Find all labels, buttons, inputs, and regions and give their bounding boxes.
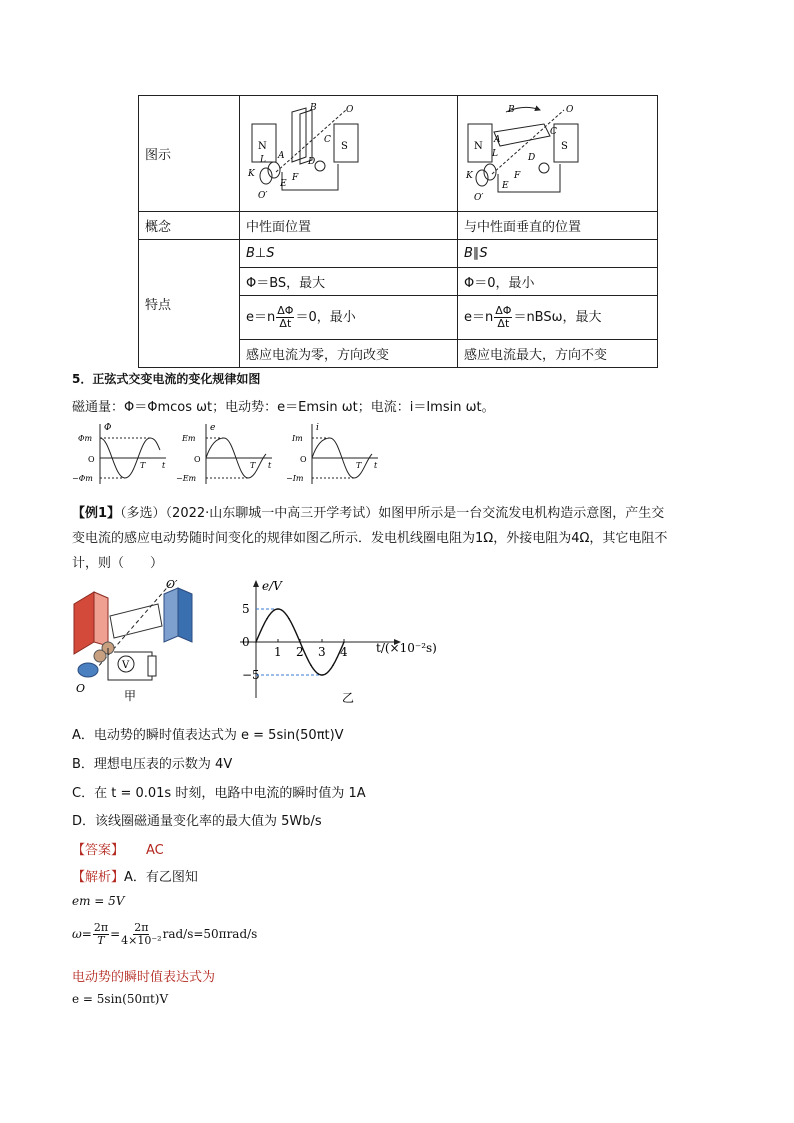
fig-label-S: S — [341, 140, 348, 152]
perpendicular-concept: 与中性面垂直的位置 — [458, 212, 658, 240]
comparison-table — [138, 95, 658, 368]
analysis-subhead: 电动势的瞬时值表达式为 — [72, 970, 216, 985]
omega-fraction-1 — [93, 922, 109, 947]
neutral-f3 — [240, 296, 458, 340]
fig2-label-B: B — [508, 104, 515, 115]
neutral-f2: Φ＝BS，最大 — [240, 268, 458, 296]
mini2-axis: e — [210, 423, 216, 433]
analysis-line — [72, 866, 198, 885]
neutral-f4: 感应电流为零，方向改变 — [240, 340, 458, 368]
fig-label-K: K — [248, 168, 255, 179]
analysis-intro: A．有乙图知 — [124, 870, 198, 885]
y-tick-label: −5 — [242, 668, 260, 682]
option-C[interactable]: C．在 t = 0.01s 时刻，电路中电流的瞬时值为 1A — [72, 786, 366, 801]
mini3-top: Im — [292, 434, 303, 443]
omega-eq: = — [110, 927, 121, 941]
analysis-omega — [72, 922, 257, 947]
emf-data-point — [288, 618, 290, 620]
fig-label-C: C — [324, 134, 331, 145]
fig-label-O-prime: O′ — [258, 190, 268, 201]
x-tick-label: 3 — [318, 645, 326, 659]
fig-label-A: A — [278, 150, 285, 161]
analysis-label: 【解析】 — [72, 870, 125, 885]
row-label-concept: 概念 — [139, 212, 240, 240]
fig2-label-O-prime: O′ — [474, 192, 484, 202]
emf-data-point — [310, 665, 312, 667]
answer-value: AC — [146, 843, 164, 858]
perpendicular-f3 — [458, 296, 658, 340]
mini3-T: T — [356, 461, 362, 470]
omega-f1-den: T — [97, 934, 105, 947]
jia-label-O: O — [76, 682, 86, 695]
omega-f2-num: 2π — [134, 921, 149, 934]
mini2-top: Em — [182, 434, 196, 443]
option-D[interactable]: D．该线圈磁通量变化率的最大值为 5Wb/s — [72, 814, 322, 829]
example-text-3: 计，则（ ） — [72, 556, 164, 571]
fig2-label-A: A — [494, 134, 501, 145]
mini3-axis: i — [316, 423, 319, 433]
fig2-label-C: C — [550, 126, 557, 137]
neutral-f3-fraction — [276, 305, 294, 330]
emf-data-point — [255, 641, 257, 643]
fig-label-E: E — [280, 178, 287, 189]
mini1-T: T — [140, 461, 146, 470]
emf-data-point — [299, 641, 301, 643]
fig2-label-S: S — [561, 140, 568, 152]
omega-f2-den: 4×10⁻² — [121, 934, 162, 947]
emf-data-point — [321, 674, 323, 676]
x-tick-label: 2 — [296, 645, 304, 659]
perp-f3-post: ＝nBSω，最大 — [513, 310, 602, 325]
fig-label-D: D — [308, 156, 316, 167]
mini1-zero: O — [88, 455, 95, 464]
jia-label-O-prime: O′ — [166, 578, 178, 591]
fig-label-L: L — [260, 154, 266, 165]
neutral-f3-pre: e＝n — [246, 310, 276, 325]
mini3-zero: O — [300, 455, 307, 464]
mini2-T: T — [250, 461, 256, 470]
mini-graph-flux — [72, 423, 166, 484]
mini2-zero: O — [194, 455, 201, 464]
neutral-f3-num: ΔΦ — [277, 304, 294, 317]
y-axis-arrow — [253, 580, 259, 587]
row-label-diagram: 图示 — [139, 96, 240, 212]
y-axis-label: e/V — [262, 579, 282, 593]
y-tick-label: 5 — [242, 602, 250, 616]
mini3-bottom: −Im — [286, 474, 304, 483]
perp-f3-den: Δt — [497, 317, 510, 330]
mini1-t: t — [162, 461, 166, 470]
mini2-bottom: −Em — [176, 474, 197, 483]
fig2-label-E: E — [502, 180, 509, 191]
emf-data-point — [277, 608, 279, 610]
section5-heading: 5．正弦式交变电流的变化规律如图 — [72, 372, 261, 386]
perpendicular-f1: B∥S — [458, 240, 658, 268]
fig2-label-N: N — [474, 140, 483, 152]
perp-f3-fraction — [494, 305, 512, 330]
perp-f3-pre: e＝n — [464, 310, 494, 325]
neutral-f1: B⊥S — [240, 240, 458, 268]
perpendicular-f4: 感应电流最大，方向不变 — [458, 340, 658, 368]
option-A[interactable]: A．电动势的瞬时值表达式为 e = 5sin(50πt)V — [72, 728, 344, 743]
example-tag: 【例1】 — [72, 506, 121, 521]
neutral-f3-post: ＝0，最小 — [295, 310, 356, 325]
example-line-1 — [72, 502, 664, 521]
x-tick-label: 4 — [340, 645, 348, 659]
neutral-f3-den: Δt — [279, 317, 292, 330]
fig2-label-D: D — [528, 152, 536, 163]
fig-label-F: F — [292, 172, 299, 183]
analysis-final: e = 5sin(50πt)V — [72, 992, 169, 1006]
omega-f1-num: 2π — [93, 921, 109, 934]
example-text-2: 变电流的感应电动势随时间变化的规律如图乙所示．发电机线圈电阻为1Ω，外接电阻为4Ω，其它电阻不 — [72, 531, 668, 546]
perpendicular-f2: Φ＝0，最小 — [458, 268, 658, 296]
answer-line — [72, 839, 164, 858]
mini-graph-emf — [176, 423, 272, 484]
generator-neutral-figure — [246, 102, 364, 202]
jia-caption: 甲 — [124, 689, 137, 703]
mini2-t: t — [268, 461, 272, 470]
row-label-feature: 特点 — [139, 240, 240, 368]
answer-label: 【答案】 — [72, 843, 125, 858]
x-tick-label: 1 — [274, 645, 282, 659]
mini1-top: Φm — [78, 434, 93, 443]
mini-graphs — [72, 420, 382, 492]
y-tick-label: 0 — [242, 635, 250, 649]
fig-label-O: O — [346, 104, 354, 115]
figure-yi — [230, 576, 460, 710]
emf-data-point — [332, 665, 334, 667]
omega-fraction-2 — [121, 922, 161, 947]
perpendicular-diagram-cell — [458, 96, 658, 212]
figure-jia — [68, 576, 208, 710]
fig-label-N: N — [258, 140, 267, 152]
fig2-label-F: F — [514, 170, 521, 181]
mini1-bottom: −Φm — [72, 474, 93, 483]
omega-pre: ω= — [72, 927, 92, 941]
fig2-label-L: L — [492, 148, 498, 159]
neutral-concept: 中性面位置 — [240, 212, 458, 240]
analysis-em: em = 5V — [72, 894, 125, 908]
yi-caption: 乙 — [342, 691, 355, 705]
figure-jia-svg — [68, 576, 208, 706]
x-axis-label: t/(×10⁻²s) — [376, 641, 437, 655]
generator-perpendicular-figure — [464, 102, 582, 202]
mini-graphs-svg — [72, 420, 382, 488]
mini1-axis: Φ — [104, 423, 112, 433]
voltmeter-label: V — [122, 660, 130, 671]
example-text-1: （多选）（2022·山东聊城一中高三开学考试）如图甲所示是一台交流发电机构造示意图，产生交 — [120, 506, 665, 521]
perp-f3-num: ΔΦ — [495, 304, 512, 317]
option-B[interactable]: B．理想电压表的示数为 4V — [72, 757, 233, 772]
fig-label-B: B — [310, 102, 317, 113]
omega-post: rad/s=50πrad/s — [162, 927, 258, 941]
fig2-label-K: K — [466, 170, 473, 181]
emf-data-point — [266, 618, 268, 620]
emf-chart — [230, 576, 460, 706]
mini3-t: t — [374, 461, 378, 470]
neutral-diagram-cell — [240, 96, 458, 212]
mini-graph-current — [286, 423, 378, 484]
fig2-label-O: O — [566, 104, 574, 115]
emf-data-point — [343, 641, 345, 643]
section5-formulas: 磁通量：Φ＝Φmcos ωt；电动势：e＝Emsin ωt；电流：i＝Imsin ωt。 — [72, 400, 495, 415]
